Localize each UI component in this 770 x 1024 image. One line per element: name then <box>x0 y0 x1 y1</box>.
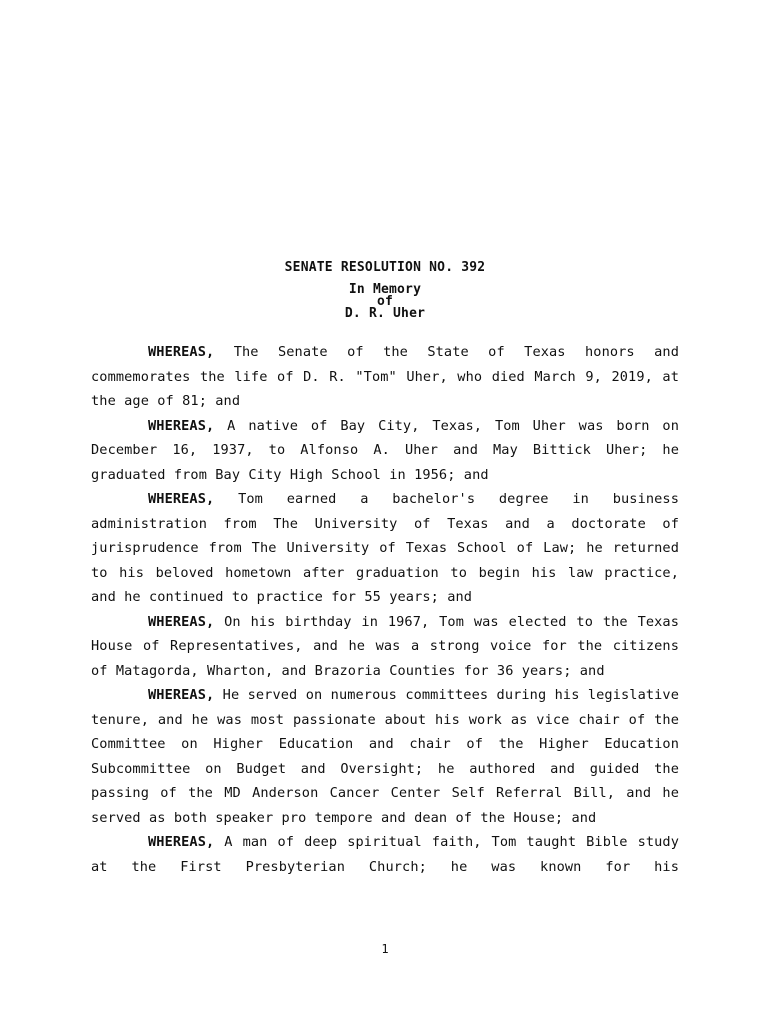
whereas-label: WHEREAS, <box>148 613 215 630</box>
paragraph-text: The Senate of the State of Texas honors and commemorates the life of D. R. "Tom" Uher, who died March 9, 2019, at the age of 81; and <box>91 344 679 409</box>
paragraph-text: A native of Bay City, Texas, Tom Uher was born on December 16, 1937, to Alfonso A. Uher and May Bittick Uher; he graduated from Bay City High School in 1956; and <box>91 417 679 483</box>
whereas-paragraph-1 <box>91 340 679 414</box>
memorial-subtitle <box>0 284 770 320</box>
paragraph-text: He served on numerous committees during his legislative tenure, and he was most passionate about his work as vice chair of the Committee on Higher Education and chair of the Higher Education Subcommittee on Budget and Oversight; he authored and guided the passing of the MD Anderson Cancer Center Self Referral Bill, and he served as both speaker pro tempore and dean of the House; and <box>91 687 679 826</box>
memory-line-3: D. R. Uher <box>344 306 426 321</box>
page-number: 1 <box>381 942 389 956</box>
paragraph-text: A man of deep spiritual faith, Tom taught Bible study at the First Presbyterian Church; he was known for his <box>91 834 679 875</box>
whereas-paragraph-6 <box>91 830 679 879</box>
paragraph-text: Tom earned a bachelor's degree in business administration from The University of Texas and a doctorate of jurisprudence from The University of Texas School of Law; he returned to his beloved hometown after graduation to begin his law practice, and he continued to practice for 55 years; and <box>91 491 679 605</box>
whereas-label: WHEREAS, <box>148 687 215 703</box>
whereas-paragraph-4 <box>91 610 679 684</box>
whereas-label: WHEREAS, <box>148 417 215 434</box>
resolution-body <box>91 340 679 879</box>
whereas-paragraph-5 <box>91 683 679 830</box>
resolution-title: SENATE RESOLUTION NO. 392 <box>284 260 486 275</box>
whereas-label: WHEREAS, <box>148 834 215 850</box>
whereas-label: WHEREAS, <box>148 344 215 360</box>
whereas-paragraph-3 <box>91 487 679 610</box>
whereas-label: WHEREAS, <box>148 491 215 507</box>
whereas-paragraph-2 <box>91 414 679 488</box>
memory-line-1: In Memory <box>348 282 422 297</box>
paragraph-text: On his birthday in 1967, Tom was elected to the Texas House of Representatives, and he was a strong voice for the citizens of Matagorda, Wharton, and Brazoria Counties for 36 years; and <box>91 613 679 679</box>
memory-line-2: of <box>376 294 394 309</box>
